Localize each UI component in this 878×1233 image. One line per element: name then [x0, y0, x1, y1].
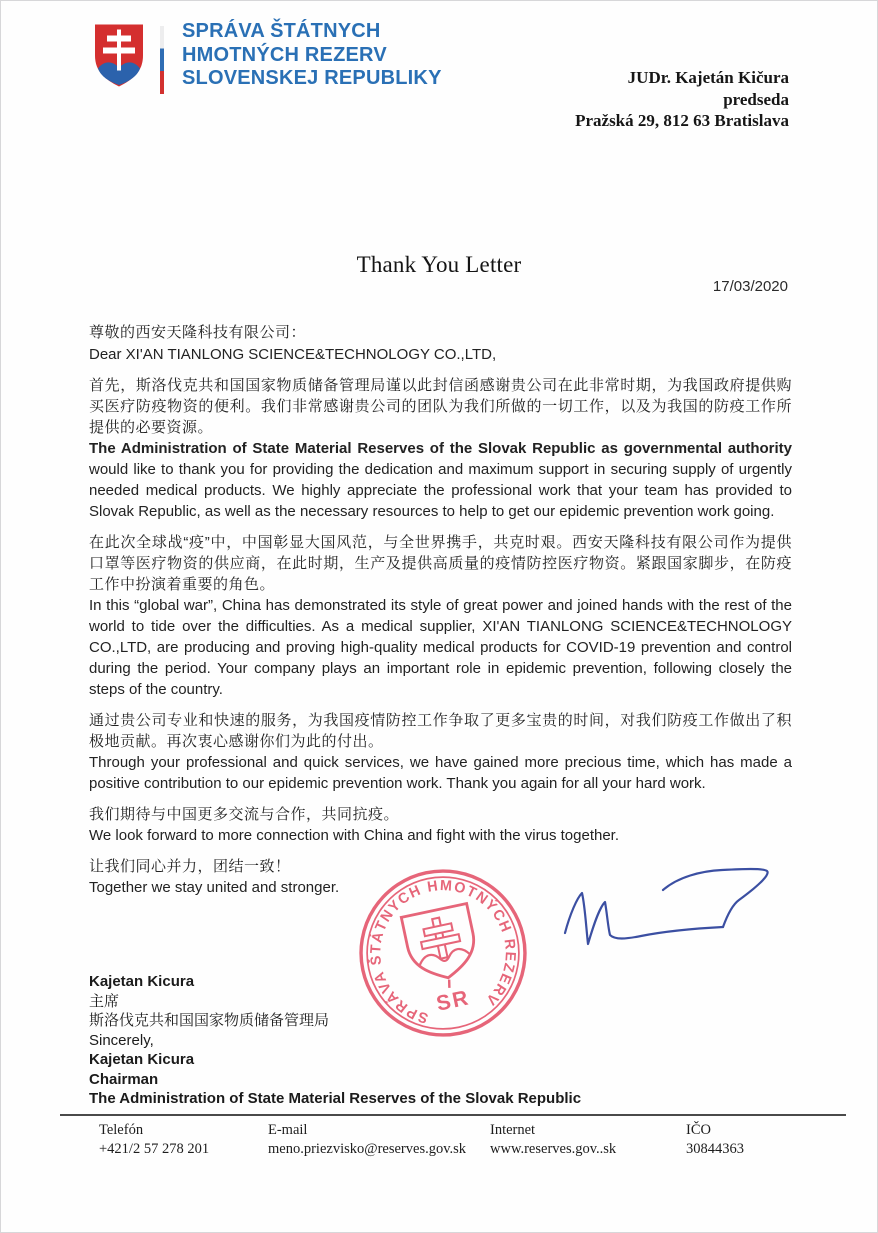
footer-label: Internet [490, 1122, 536, 1138]
paragraph-4-cn: 我们期待与中国更多交流与合作，共同抗疫。 [89, 806, 400, 823]
paragraph-5-cn: 让我们同心并力，团结一致！ [89, 858, 291, 875]
org-name-line: SPRÁVA ŠTÁTNYCH [182, 20, 381, 42]
stamp-sr-text: SR [434, 985, 473, 1016]
paragraph-5-en: Together we stay united and stronger. [89, 879, 340, 896]
footer-value: 30844363 [686, 1141, 744, 1157]
signoff-name-top: Kajetan Kicura [89, 973, 195, 990]
signoff-org-en: The Administration of State Material Reserves of the Slovak Republic [89, 1090, 582, 1107]
paragraph-1-en-rest: would like to thank you for providing the dedication and maximum support in securing supply of urgently needed medical products. We highly appreciate the professional work that your team has provided to Slovak Republic, as well as the necessary resources to help to get our epidemic prevention work going. [89, 461, 792, 520]
signoff-block [89, 972, 581, 1109]
contact-role: predseda [723, 89, 789, 109]
paragraph-1-en-bold: The Administration of State Material Reserves of the Slovak Republic as governmental authority [89, 440, 792, 457]
signoff-name: Kajetan Kicura [89, 1051, 195, 1068]
paragraph-1-cn: 首先，斯洛伐克共和国国家物质储备管理局谨以此封信函感谢贵公司在此非常时期，为我国政府提供购买医疗防疫物资的便利。我们非常感谢贵公司的团队为我们所做的一切工作，以及为我国的防疫工作所提供的必要资源。 [89, 377, 792, 436]
handwritten-signature [546, 856, 776, 976]
paragraph-2-cn: 在此次全球战“疫”中，中国彰显大国风范，与全世界携手，共克时艰。西安天隆科技有限公司作为提供口罩等医疗物资的供应商，在此时期，生产及提供高质量的疫情防控医疗物资。紧跟国家脚步，在防疫工作中扮演着重要的角色。 [89, 534, 792, 593]
paragraph-4 [89, 804, 792, 846]
salutation-cn: 尊敬的西安天隆科技有限公司： [89, 324, 307, 341]
paragraph-1 [89, 375, 792, 522]
paragraph-2-en: In this “global war”, China has demonstrated its style of great power and joined hands with the rest of the world to tide over the difficulties. As a medical supplier, XI'AN TIANLONG SCIENCE&TECHNOLOGY CO.,LTD, are producing and proving high-quality medical products for COVID-19 prevention and control during the period. Your company plays an important role in epidemic prevention, following closely the steps of the country. [89, 597, 792, 698]
org-name-line: SLOVENSKEJ REPUBLIKY [182, 67, 442, 89]
signoff-title-en: Chairman [89, 1070, 159, 1088]
contact-block [575, 67, 789, 132]
footer-value: meno.priezvisko@reserves.gov.sk [268, 1141, 467, 1157]
salutation-en: Dear XI'AN TIANLONG SCIENCE&TECHNOLOGY CO.,LTD, [89, 345, 497, 363]
paragraph-3-en: Through your professional and quick services, we have gained more precious time, which has made a positive contribution to our epidemic prevention work. Thank you again for all your hard work. [89, 754, 792, 792]
paragraph-2 [89, 532, 792, 700]
contact-address: Pražská 29, 812 63 Bratislava [575, 111, 789, 130]
signoff-sincerely: Sincerely, [89, 1031, 154, 1049]
paragraph-1-en [89, 438, 792, 522]
stamp-ring-text: SPRÁVA ŠTÁTNYCH HMOTNÝCH REZERV [368, 878, 518, 1026]
salutation [89, 322, 792, 365]
footer-value: +421/2 57 278 201 [99, 1141, 210, 1157]
paragraph-4-en: We look forward to more connection with China and fight with the virus together. [89, 827, 620, 844]
footer-label: E-mail [268, 1122, 308, 1138]
signoff-title-cn: 主席 [89, 992, 120, 1010]
footer-col-email [268, 1121, 466, 1159]
paragraph-3-cn: 通过贵公司专业和快速的服务，为我国疫情防控工作争取了更多宝贵的时间，对我们防疫工作做出了积极地贡献。再次衷心感谢你们为此的付出。 [89, 712, 792, 750]
footer-col-telefon [99, 1121, 209, 1159]
footer-col-ico [686, 1121, 744, 1159]
letter-date: 17/03/2020 [712, 278, 788, 295]
flag-divider [160, 26, 164, 94]
signoff-org-cn: 斯洛伐克共和国国家物质储备管理局 [89, 1012, 330, 1029]
org-name-line: HMOTNÝCH REZERV [182, 43, 387, 66]
footer-label: IČO [686, 1122, 711, 1138]
letter-title: Thank You Letter [356, 252, 522, 277]
footer-col-internet [490, 1121, 616, 1159]
slovak-coat-of-arms-logo [93, 22, 145, 89]
footer-label: Telefón [99, 1122, 144, 1138]
contact-name: JUDr. Kajetán Kičura [627, 68, 789, 87]
footer [60, 1114, 846, 1176]
paragraph-3 [89, 710, 792, 794]
org-name [182, 20, 442, 91]
footer-value: www.reserves.gov..sk [490, 1141, 617, 1157]
letter-body [89, 322, 792, 898]
